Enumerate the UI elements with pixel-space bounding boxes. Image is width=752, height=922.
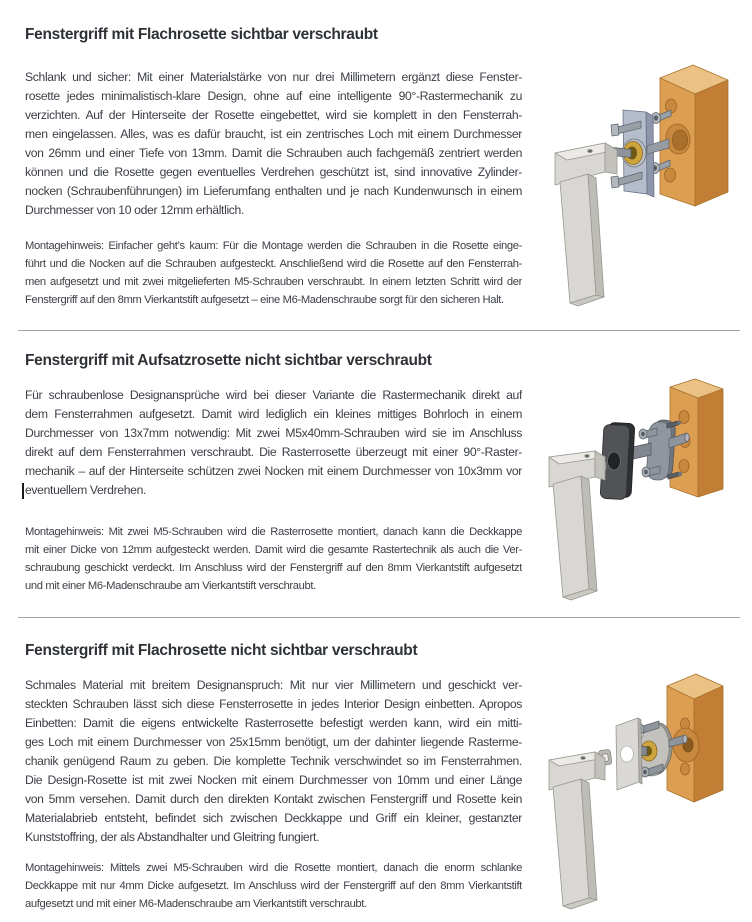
section-body [25,676,522,847]
text-line: Deckkappe mit nur 4mm Dicke aufgesetzt. Im Anschluss wird der Fenstergriff auf den 8mm Vierkantstift [25,880,522,892]
text-line: Für schraubenlose Designansprüche wird bei dieser Variante die Rastermechanik direkt auf [25,388,522,402]
text-line: und mit einer M6-Madenschraube am Vierkantstift verschraubt. [25,580,316,592]
text-line: Durchmesser von 13x7mm notwendig: Mit zwei M5x40mm-Schrauben wird sie im Anschluss [25,426,522,440]
text-line: Montagehinweis: Einfacher geht’s kaum: Für die Montage werden die Schrauben in die Rosette einge- [25,240,522,252]
text-line: rosette jedes minimalistisch-klare Design, ohne auf eine intelligente 90°-Rastermechanik zu [25,89,522,103]
section-heading: Fenstergriff mit Flachrosette sichtbar verschraubt [25,26,378,43]
text-line: mechanik – auf der Hinterseite schützen zwei Nocken mit einem Durchmesser von 10x3mm vor [25,464,522,478]
text-line: ges Loch mit einem Durchmesser von 25x15mm benötigt, um der dahinter liegende Rasterme- [25,735,522,749]
text-line: Montagehinweis: Mittels zwei M5-Schrauben wird die Rosette montiert, danach die enorm schlanke [25,862,522,874]
section-heading: Fenstergriff mit Flachrosette nicht sichtbar verschraubt [25,642,418,659]
exploded-view-illustration-2 [545,377,747,620]
section-flachrosette-sichtbar [25,26,522,309]
montagehinweis-note [25,859,522,913]
text-line: Schlank und sicher: Mit einer Materialstärke von nur drei Millimetern ergänzt diese Fenster- [25,70,522,84]
text-line: aufgesetzt und mit einer M6-Madenschraube am Vierkantstift verschraubt. [25,898,367,910]
text-line: steckten Schrauben lässt sich diese Fensterrosette in jedes Interior Design einbetten. Apropos [25,697,522,711]
text-line: dem Fensterrahmen aufgesetzt. Damit wird lediglich ein kleines mittiges Bohrloch in einem [25,407,522,421]
section-body [25,386,522,500]
text-line: Materialabrieb entsteht, befindet sich zwischen Deckkappe und Griff ein kleiner, gestanzter [25,811,522,825]
text-line: direkt auf dem Fensterrahmen verschraubt. Die Rasterrosette überzeugt mit einer 90°-Raster- [25,445,522,459]
text-line: können und die Rosette gegen eventuelles Verdrehen geschützt ist, sind innovative Zylinder- [25,165,522,179]
text-cursor [22,483,24,499]
text-line: Die Design-Rosette ist mit zwei Nocken mit einem Durchmesser von 10mm und einer Länge [25,773,522,787]
text-line: men aufgesetzt und mit zwei mitgelieferten M5-Schrauben verschraubt. In einem letzten Schritt wird der [25,276,522,288]
text-line: eventuellem Verdrehen. [25,483,147,497]
text-line: Einbetten: Damit die eigens entwickelte Rasterrosette befestigt werden kann, wird ein mitti- [25,716,522,730]
montagehinweis-note [25,237,522,309]
wood-block [660,65,728,206]
section-divider [18,617,740,618]
text-line: Fenstergriff auf den 8mm Vierkantstift aufgesetzt – eine M6-Madenschraube sorgt für den sicheren Halt. [25,294,504,306]
text-line: schraubung geschickt verdeckt. Im Anschluss wird der Fenstergriff auf den 8mm Vierkantstift aufgesetzt [25,562,522,574]
text-line: von 26mm und einer Tiefe von 13mm. Damit die Schrauben auch fachgemäß zentriert werden [25,146,522,160]
section-aufsatzrosette [25,352,522,595]
text-line: verzichten. Auf der Hinterseite der Rosette eingebettet, wird sie komplett in den Fensterrah- [25,108,522,122]
text-line: von 5mm versehen. Damit durch den direkten Kontakt zwischen Fenstergriff und Rosette kein [25,792,522,806]
window-handle [549,451,606,600]
text-line: nocken (Schraubenführungen) im Lieferumfang enthalten und je nach Kundenwunsch in einem [25,184,522,198]
text-line: Schmales Material mit breitem Designanspruch: Mit nur vier Millimetern und geschickt ver- [25,678,522,692]
window-handle [555,143,617,306]
text-line: Montagehinweis: Mit zwei M5-Schrauben wird die Rasterrosette montiert, danach kann die Deckkappe [25,526,522,538]
montagehinweis-note [25,523,522,595]
text-line: führt und die Nocken auf die Schrauben aufgesteckt. Anschließend wird die Rosette auf den Fensterrah- [25,258,522,270]
section-divider [18,330,740,331]
text-line: Durchmesser von 10 oder 12mm erhältlich. [25,203,245,217]
text-line: men eingelassen. Alles, was es dafür braucht, ist ein zentrisches Loch mit einem Durchmesser [25,127,522,141]
cover-cap-thin [616,718,642,790]
window-handle [549,752,605,909]
section-flachrosette-versteckt [25,642,522,913]
text-line: chanik genügend Raum zu geben. Die komplette Technik verschwindet so im Fensterrahmen. [25,754,522,768]
exploded-view-illustration-3 [543,650,749,921]
text-line: mit einer Dicke von 12mm aufgesteckt werden. Damit wird die gesamte Rastertechnik als auch die Ver- [25,544,522,556]
section-body [25,68,522,220]
exploded-view-illustration-1 [543,54,747,319]
section-heading: Fenstergriff mit Aufsatzrosette nicht sichtbar verschraubt [25,352,432,369]
text-line: Kunststoffring, der als Abstandhalter und Gleitring fungiert. [25,830,320,844]
